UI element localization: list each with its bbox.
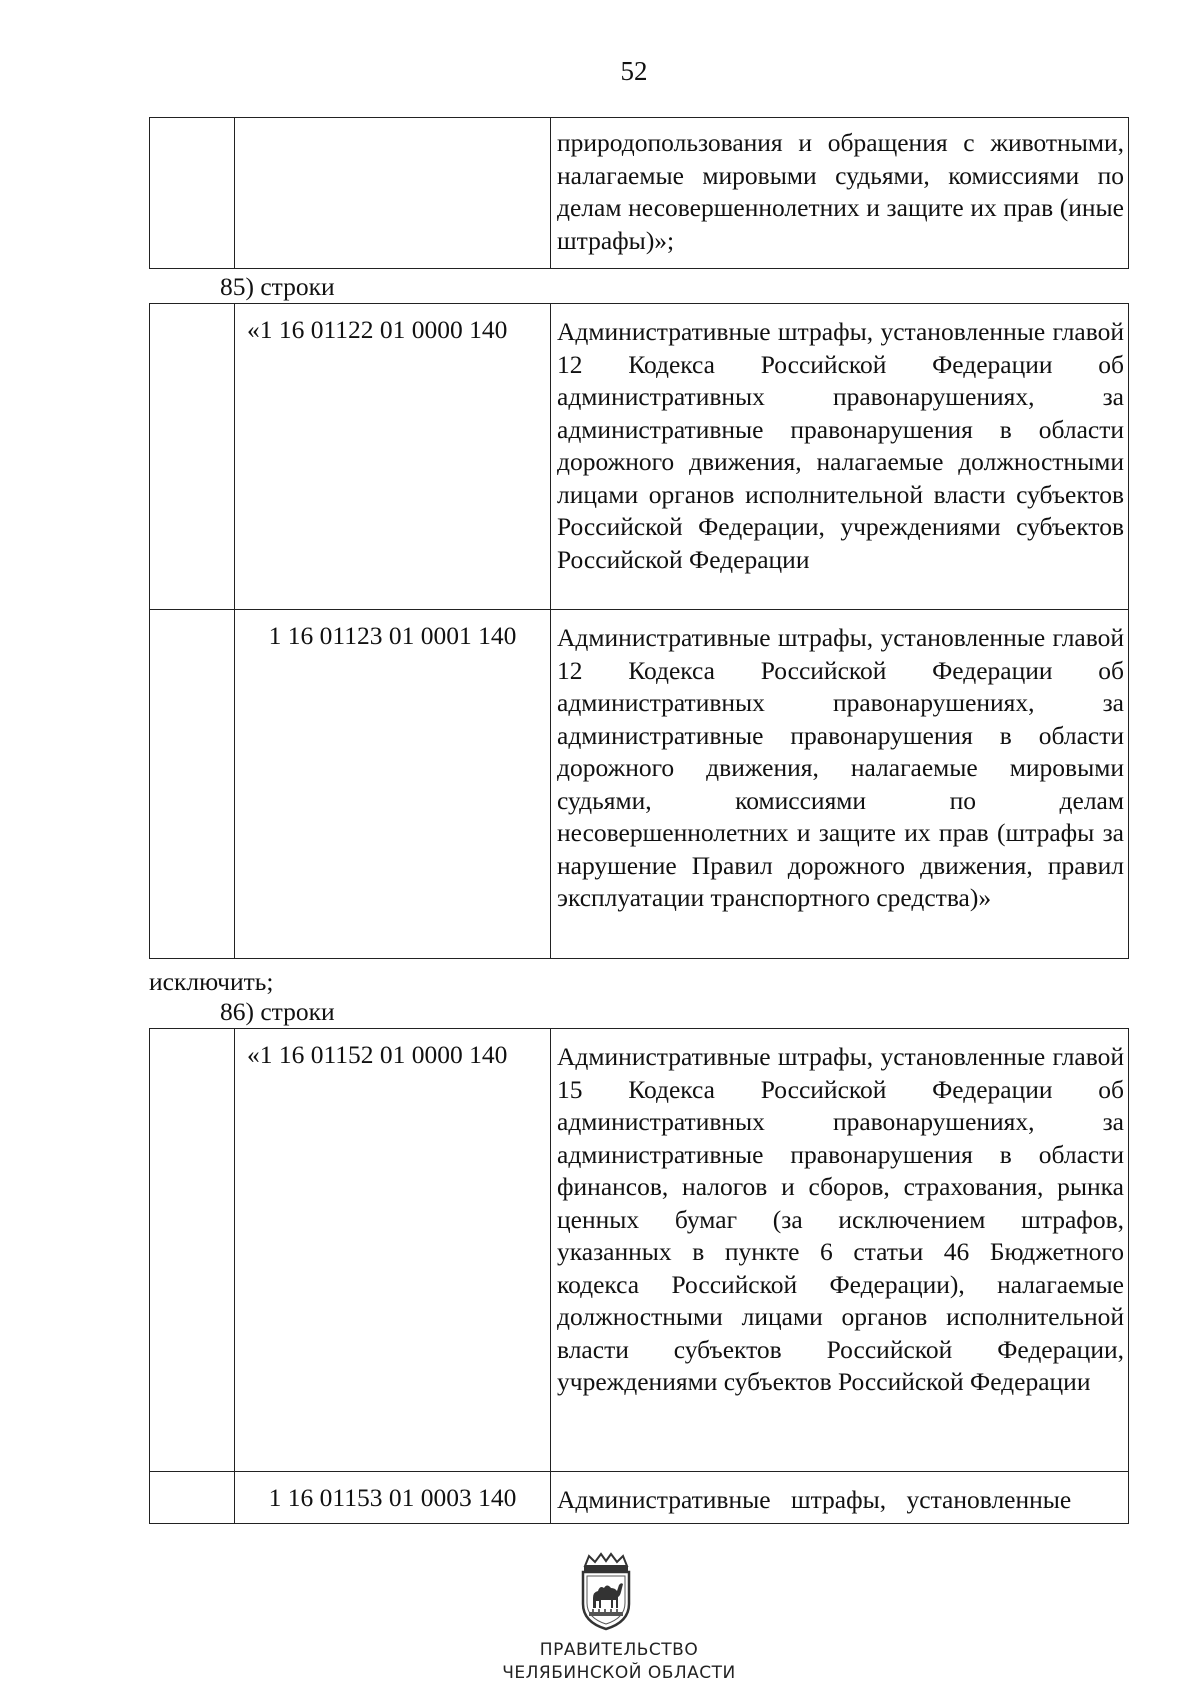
table-cell-number <box>150 304 235 610</box>
table-cell-code <box>235 610 551 959</box>
table-row <box>150 304 1129 610</box>
table-cell-description <box>551 118 1129 269</box>
table-item-85 <box>149 303 1129 959</box>
table-continuation <box>149 117 1129 269</box>
table-cell-code <box>235 118 551 269</box>
table-cell-code <box>235 304 551 610</box>
exclude-instruction: исключить; <box>149 967 274 996</box>
row-description: Административные штрафы, установленные главой 12 Кодекса Российской Федерации об административных правонарушениях, за административные правонарушения в области дорожного движения, налагаемые должностными лицами органов исполнительной власти субъектов Российской Федерации, учреждениями субъектов Российской Федерации <box>557 317 1124 574</box>
budget-code: «1 16 01122 01 0000 140 <box>247 315 508 344</box>
table-cell-number <box>150 1472 235 1524</box>
budget-code: 1 16 01123 01 0001 140 <box>268 621 517 650</box>
page-number: 52 <box>620 56 648 86</box>
budget-code: «1 16 01152 01 0000 140 <box>247 1040 508 1069</box>
table-cell-description <box>551 610 1129 959</box>
table-cell-number <box>150 118 235 269</box>
table-item-86 <box>149 1028 1129 1524</box>
budget-code: 1 16 01153 01 0003 140 <box>268 1483 517 1512</box>
table-row <box>150 118 1129 269</box>
table-row <box>150 610 1129 959</box>
table-cell-description <box>551 1029 1129 1472</box>
table-cell-description <box>551 1472 1129 1524</box>
row-description: Административные штрафы, установленные <box>557 1485 1072 1514</box>
table-cell-number <box>150 1029 235 1472</box>
table-row <box>150 1472 1129 1524</box>
item-85-heading: 85) строки <box>220 272 335 301</box>
row-description: природопользования и обращения с животными, налагаемые мировыми судьями, комиссиями по делам несовершеннолетних и защите их прав (иные штрафы)»; <box>557 128 1124 255</box>
table-cell-number <box>150 610 235 959</box>
item-86-heading: 86) строки <box>220 997 335 1026</box>
table-cell-description <box>551 304 1129 610</box>
table-cell-code <box>235 1472 551 1524</box>
table-row <box>150 1029 1129 1472</box>
chelyabinsk-coat-of-arms-icon <box>571 1552 641 1632</box>
table-cell-code <box>235 1029 551 1472</box>
footer-government-title: ПРАВИТЕЛЬСТВО <box>539 1640 699 1660</box>
footer-region-title: ЧЕЛЯБИНСКОЙ ОБЛАСТИ <box>502 1663 736 1683</box>
row-description: Административные штрафы, установленные главой 12 Кодекса Российской Федерации об административных правонарушениях, за административные правонарушения в области дорожного движения, налагаемые мировыми судьями, комиссиями по делам несовершеннолетних и защите их прав (штрафы за нарушение Правил дорожного движения, правил эксплуатации транспортного средства)» <box>557 623 1124 912</box>
row-description: Административные штрафы, установленные главой 15 Кодекса Российской Федерации об административных правонарушениях, за административные правонарушения в области финансов, налогов и сборов, страхования, рынка ценных бумаг (за исключением штрафов, указанных в пункте 6 статьи 46 Бюджетного кодекса Российской Федерации), налагаемые должностными лицами органов исполнительной власти субъектов Российской Федерации, учреждениями субъектов Российской Федерации <box>557 1042 1124 1396</box>
